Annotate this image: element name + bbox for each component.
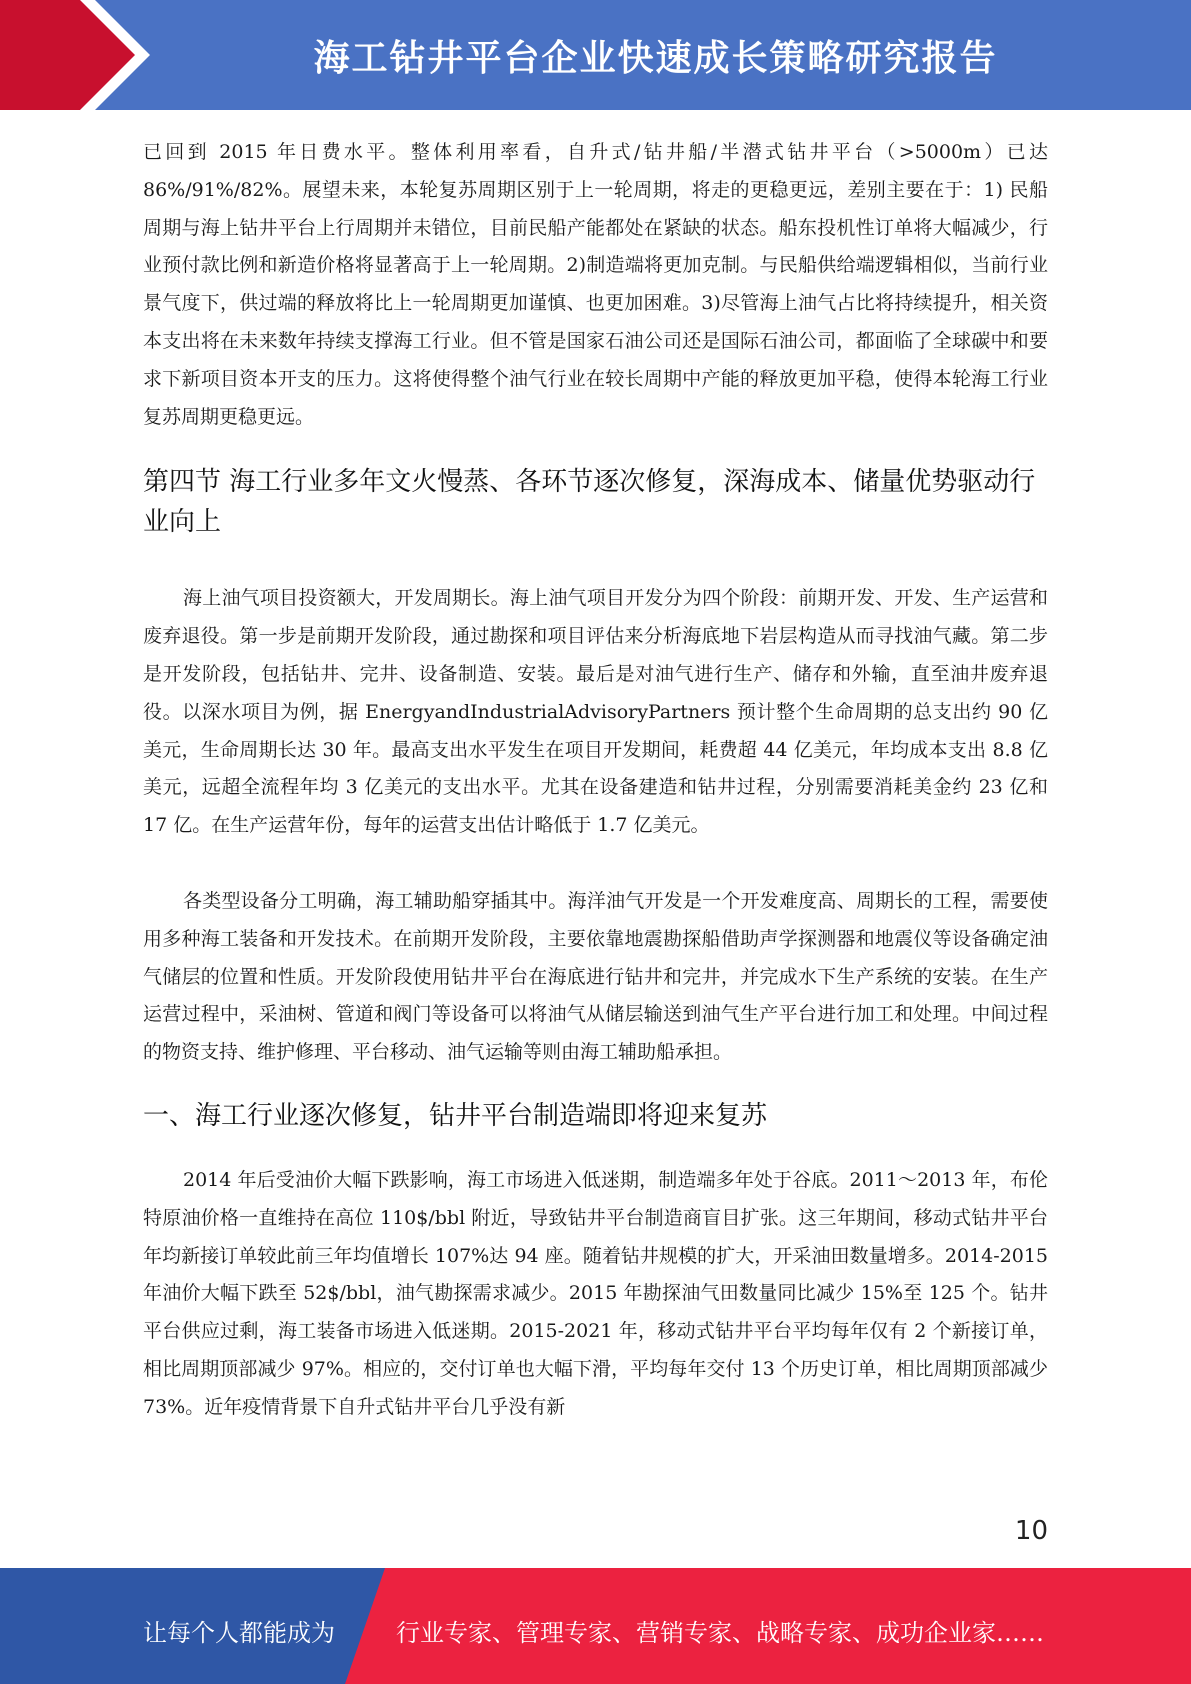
page-number: 10 <box>1014 1516 1048 1546</box>
paragraph-intro: 已回到 2015 年日费水平。整体利用率看，自升式/钻井船/半潜式钻井平台（>5000m）已达 86%/91%/82%。展望未来，本轮复苏周期区别于上一轮周期，将走的更稳更远，差别主要在于：1) 民船周期与海上钻井平台上行周期并未错位，目前民船产能都处在紧缺的状态。船东投机性订单将大幅减少，行业预付款比例和新造价格将显著高于上一轮周期。2)制造端将更加克制。与民船供给端逻辑相似，当前行业景气度下，供过端的释放将比上一轮周期更加谨慎、也更加困难。3)尽管海上油气占比将持续提升，相关资本支出将在未来数年持续支撑海工行业。但不管是国家石油公司还是国际石油公司，都面临了全球碳中和要求下新项目资本开支的压力。这将使得整个油气行业在较长周期中产能的释放更加平稳，使得本轮海工行业复苏周期更稳更远。 <box>143 141 1048 428</box>
page-footer <box>0 1568 1191 1684</box>
section-heading: 第四节 海工行业多年文火慢蒸、各环节逐次修复，深海成本、储量优势驱动行业向上 <box>143 467 1036 538</box>
page-header <box>0 0 1191 110</box>
report-title: 海工钻井平台企业快速成长策略研究报告 <box>313 38 998 79</box>
paragraph-investment: 海上油气项目投资额大，开发周期长。海上油气项目开发分为四个阶段：前期开发、开发、生产运营和废弃退役。第一步是前期开发阶段，通过勘探和项目评估来分析海底地下岩层构造从而寻找油气藏。第二步是开发阶段，包括钻井、完井、设备制造、安装。最后是对油气进行生产、储存和外输，直至油井废弃退役。以深水项目为例，据 EnergyandIndustrialAdvisoryPartners 预计整个生命周期的总支出约 90 亿美元，生命周期长达 30 年。最高支出水平发生在项目开发期间，耗费超 44 亿美元，年均成本支出 8.8 亿美元，远超全流程年均 3 亿美元的支出水平。尤其在设备建造和钻井过程，分别需要消耗美金约 23 亿和 17 亿。在生产运营年份，每年的运营支出估计略低于 1.7 亿美元。 <box>143 587 1048 837</box>
footer-slogan-left: 让每个人都能成为 <box>143 1619 335 1647</box>
paragraph-equipment: 各类型设备分工明确，海工辅助船穿插其中。海洋油气开发是一个开发难度高、周期长的工程，需要使用多种海工装备和开发技术。在前期开发阶段，主要依靠地震勘探船借助声学探测器和地震仪等设备确定油气储层的位置和性质。开发阶段使用钻井平台在海底进行钻井和完井，并完成水下生产系统的安装。在生产运营过程中，采油树、管道和阀门等设备可以将油气从储层输送到油气生产平台进行加工和处理。中间过程的物资支持、维护修理、平台移动、油气运输等则由海工辅助船承担。 <box>143 889 1048 1064</box>
paragraph-market-history: 2014 年后受油价大幅下跌影响，海工市场进入低迷期，制造端多年处于谷底。2011～2013 年，布伦特原油价格一直维持在高位 110$/bbl 附近，导致钻井平台制造商盲目扩张。这三年期间，移动式钻井平台年均新接订单较此前三年均值增长 107%达 94 座。随着钻井规模的扩大，开采油田数量增多。2014-2015 年油价大幅下跌至 52$/bbl，油气勘探需求减少。2015 年勘探油气田数量同比减少 15%至 125 个。钻井平台供应过剩，海工装备市场进入低迷期。2015-2021 年，移动式钻井平台平均每年仅有 2 个新接订单，相比周期顶部减少 97%。相应的，交付订单也大幅下滑，平均每年交付 13 个历史订单，相比周期顶部减少 73%。近年疫情背景下自升式钻井平台几乎没有新 <box>143 1168 1048 1418</box>
footer-slogan-right: 行业专家、管理专家、营销专家、战略专家、成功企业家…… <box>396 1619 1044 1647</box>
document-body <box>143 134 1048 1427</box>
subsection-heading: 一、海工行业逐次修复，钻井平台制造端即将迎来复苏 <box>143 1100 768 1131</box>
